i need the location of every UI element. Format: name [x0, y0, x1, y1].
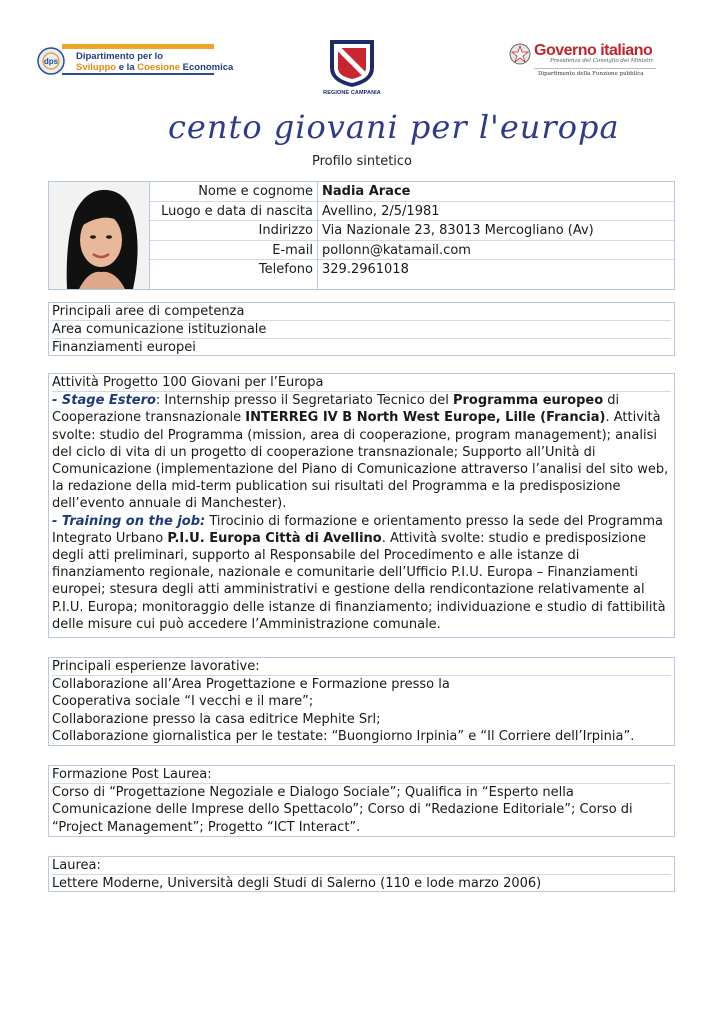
value-email[interactable]: pollonn@katamail.com [318, 241, 674, 261]
section-title: Principali esperienze lavorative: [52, 658, 671, 676]
list-item: Area comunicazione istituzionale [52, 321, 671, 339]
section-title: Principali aree di competenza [52, 303, 671, 321]
profile-table [48, 181, 675, 290]
gov-subtitle: Presidenza del Consiglio dei Ministri [550, 58, 653, 64]
dps-logo [36, 44, 234, 78]
training-paragraph: - Training on the job: Tirocinio di formazione e orientamento presso la sede del Programma Integrato Urbano P.I.U. Europa Città di Avellino. Attività svolte: studio e predisposizione degli atti preliminari, supporto al Responsabile del Procedimento e alle istanze di finanziamento regionale, nazionale e comunitarie dell’Ufficio P.I.U. Europa – Finanziamenti europei; stesura degli atti amministrativi e gestione della rendicontazione relativamente al P.I.U. Europa; monitoraggio delle istanze di finanziamento; individuazione e studio di fattibilità delle misure cui può accedere l’Amministrazione comunale. [52, 513, 666, 632]
regione-shield-icon [324, 38, 380, 88]
page-title: Profilo sintetico [311, 154, 413, 169]
value-address: Via Nazionale 23, 83013 Mercogliano (Av) [318, 221, 674, 241]
regione-label: REGIONE CAMPANIA [323, 90, 381, 96]
svg-text:dps: dps [43, 57, 59, 66]
republic-emblem-icon [508, 42, 532, 70]
profile-labels [150, 182, 318, 289]
value-phone: 329.2961018 [322, 262, 409, 277]
stage-paragraph: - Stage Estero: Internship presso il Segretariato Tecnico del Programma europeo di Cooperazione transnazionale INTERREG IV B North West Europe, Lille (Francia). Attività svolte: studio del Programma (mission, area di cooperazione, program management); analisi del ciclo di vita di un progetto di cooperazione transnazionale; Supporto all’Unità di Comunicazione (implementazione del Piano di Comunicazione attraverso l’analisi del sito web, la redazione della mid-term publication sui risultati del Programma e la predisposizione dell’evento annuale di Manchester). [52, 393, 669, 512]
esperienze-line: Collaborazione all’Area Progettazione e Formazione presso la [52, 677, 450, 693]
gov-department: Dipartimento della Funzione pubblica [538, 71, 644, 77]
esperienze-line: Cooperativa sociale “I vecchi e il mare”; [52, 694, 314, 710]
section-formazione [48, 765, 675, 837]
regione-campania-logo [324, 38, 380, 102]
governo-italiano-logo [508, 42, 656, 82]
label-birth: Luogo e data di nascita [150, 202, 317, 222]
dps-emblem-icon [36, 46, 66, 76]
gov-title: Governo italiano [534, 42, 653, 59]
section-title: Laurea: [52, 857, 671, 875]
value-name: Nadia Arace [318, 182, 674, 202]
formazione-text: Corso di “Progettazione Negoziale e Dialogo Sociale”; Qualifica in “Esperto nella Comunicazione delle Imprese dello Spettacolo”; Corso di “Redazione Editoriale”; Corso di “Project Management”; Progetto “ICT Interact”. [52, 785, 633, 835]
laurea-text: Lettere Moderne, Università degli Studi di Salerno (110 e lode marzo 2006) [52, 876, 542, 892]
value-birth: Avellino, 2/5/1981 [318, 202, 674, 222]
section-attivita [48, 373, 675, 638]
list-item: Finanziamenti europei [52, 340, 196, 356]
section-title: Formazione Post Laurea: [52, 766, 671, 784]
profile-values [318, 182, 674, 289]
esperienze-line: Collaborazione presso la casa editrice Mephite Srl; [52, 711, 381, 727]
label-phone: Telefono [258, 262, 313, 277]
dps-line-2: Sviluppo e la Coesione Economica [76, 62, 234, 73]
esperienze-line: Collaborazione giornalistica per le testate: “Buongiorno Irpinia” e “Il Corriere dell’Irpinia”. [52, 728, 635, 744]
portrait-image [49, 182, 150, 289]
label-address: Indirizzo [150, 221, 317, 241]
profile-photo [49, 182, 150, 289]
section-competenze [48, 302, 675, 356]
section-title: Attività Progetto 100 Giovani per l’Europa [52, 374, 671, 392]
label-name: Nome e cognome [150, 182, 317, 202]
dps-line-1: Dipartimento per lo [76, 51, 164, 62]
brand-title: cento giovani per l'europa [168, 108, 620, 146]
section-esperienze [48, 657, 675, 746]
section-laurea [48, 856, 675, 892]
label-email: E-mail [150, 241, 317, 261]
